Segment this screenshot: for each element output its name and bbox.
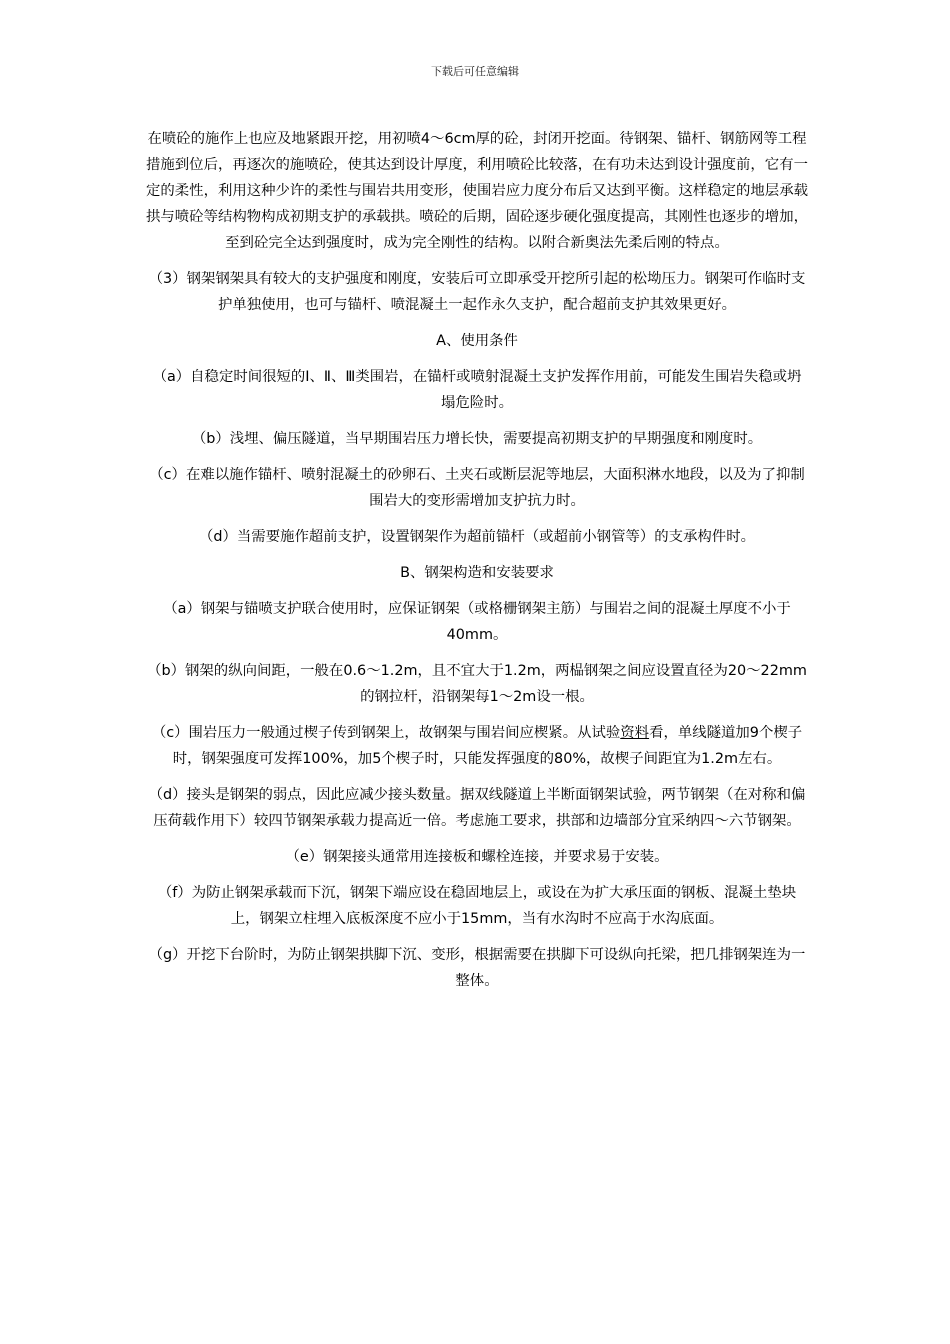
document-body <box>146 126 808 1004</box>
paragraph-shotcrete: 在喷砼的施作上也应及地紧跟开挖，用初喷4～6cm厚的砼，封闭开挖面。待钢架、锚杆、钢筋网等工程措施到位后，再逐次的施喷砼，使其达到设计厚度，利用喷砼比较落，在有功未达到设计强度前，它有一定的柔性，利用这种少许的柔性与围岩共用变形，使围岩应力度分布后又达到平衡。这样稳定的地层承载拱与喷砼等结构物构成初期支护的承载拱。喷砼的后期，固砼逐步硬化强度提高，其刚性也逐步的增加，至到砼完全达到强度时，成为完全刚性的结构。以附合新奥法先柔后刚的特点。 <box>146 131 808 251</box>
list-item-requirement-a: （a）钢架与锚喷支护联合使用时，应保证钢架（或格栅钢架主筋）与围岩之间的混凝土厚度不小于40mm。 <box>163 601 791 643</box>
list-item-usage-d: （d）当需要施作超前支护，设置钢架作为超前锚杆（或超前小钢管等）的支承构件时。 <box>199 529 755 545</box>
page-header: 下载后可任意编辑 <box>431 65 519 78</box>
requirement-c-text-before: （c）围岩压力一般通过楔子传到钢架上，故钢架与围岩间应楔紧。从试验 <box>151 725 621 741</box>
list-item-requirement-b: （b）钢架的纵向间距，一般在0.6～1.2m，且不宜大于1.2m，两榀钢架之间应设置直径为20～22mm的钢拉杆，沿钢架每1～2m设一根。 <box>147 663 807 705</box>
list-item-requirement-g: （g）开挖下台阶时，为防止钢架拱脚下沉、变形，根据需要在拱脚下可设纵向托梁，把几排钢架连为一整体。 <box>148 947 806 989</box>
section-heading-construction-requirements: B、钢架构造和安装要求 <box>400 565 554 581</box>
list-item-requirement-c <box>146 720 808 772</box>
paragraph-steel-frame: （3）钢架钢架具有较大的支护强度和刚度，安装后可立即承受开挖所引起的松坳压力。钢架可作临时支护单独使用，也可与锚杆、喷混凝土一起作永久支护，配合超前支护其效果更好。 <box>148 271 806 313</box>
section-heading-usage-conditions: A、使用条件 <box>436 333 518 349</box>
underlined-term-link[interactable]: 资料 <box>620 725 650 741</box>
list-item-usage-c: （c）在难以施作锚杆、喷射混凝土的砂卵石、土夹石或断层泥等地层，大面积淋水地段，以及为了抑制围岩大的变形需增加支护抗力时。 <box>149 467 805 509</box>
list-item-requirement-f: （f）为防止钢架承载而下沉，钢架下端应设在稳固地层上，或设在为扩大承压面的钢板、混凝土垫块上，钢架立柱埋入底板深度不应小于15mm，当有水沟时不应高于水沟底面。 <box>157 885 797 927</box>
list-item-requirement-e: （e）钢架接头通常用连接板和螺栓连接，并要求易于安装。 <box>285 849 669 865</box>
list-item-usage-a: （a）自稳定时间很短的Ⅰ、Ⅱ、Ⅲ类围岩，在锚杆或喷射混凝土支护发挥作用前，可能发生围岩失稳或坍塌危险时。 <box>152 369 802 411</box>
requirement-c-text-after: 看，单线隧道加9个楔子时，钢架强度可发挥100%，加5个楔子时，只能发挥强度的80%，故楔子间距宜为1.2m左右。 <box>172 725 803 767</box>
list-item-usage-b: （b）浅埋、偏压隧道，当早期围岩压力增长快，需要提高初期支护的早期强度和刚度时。 <box>191 431 763 447</box>
list-item-requirement-d: （d）接头是钢架的弱点，因此应减少接头数量。据双线隧道上半断面钢架试验，两节钢架（在对称和偏压荷载作用下）较四节钢架承载力提高近一倍。考虑施工要求，拱部和边墙部分宜采纳四～六节钢架。 <box>148 787 806 829</box>
